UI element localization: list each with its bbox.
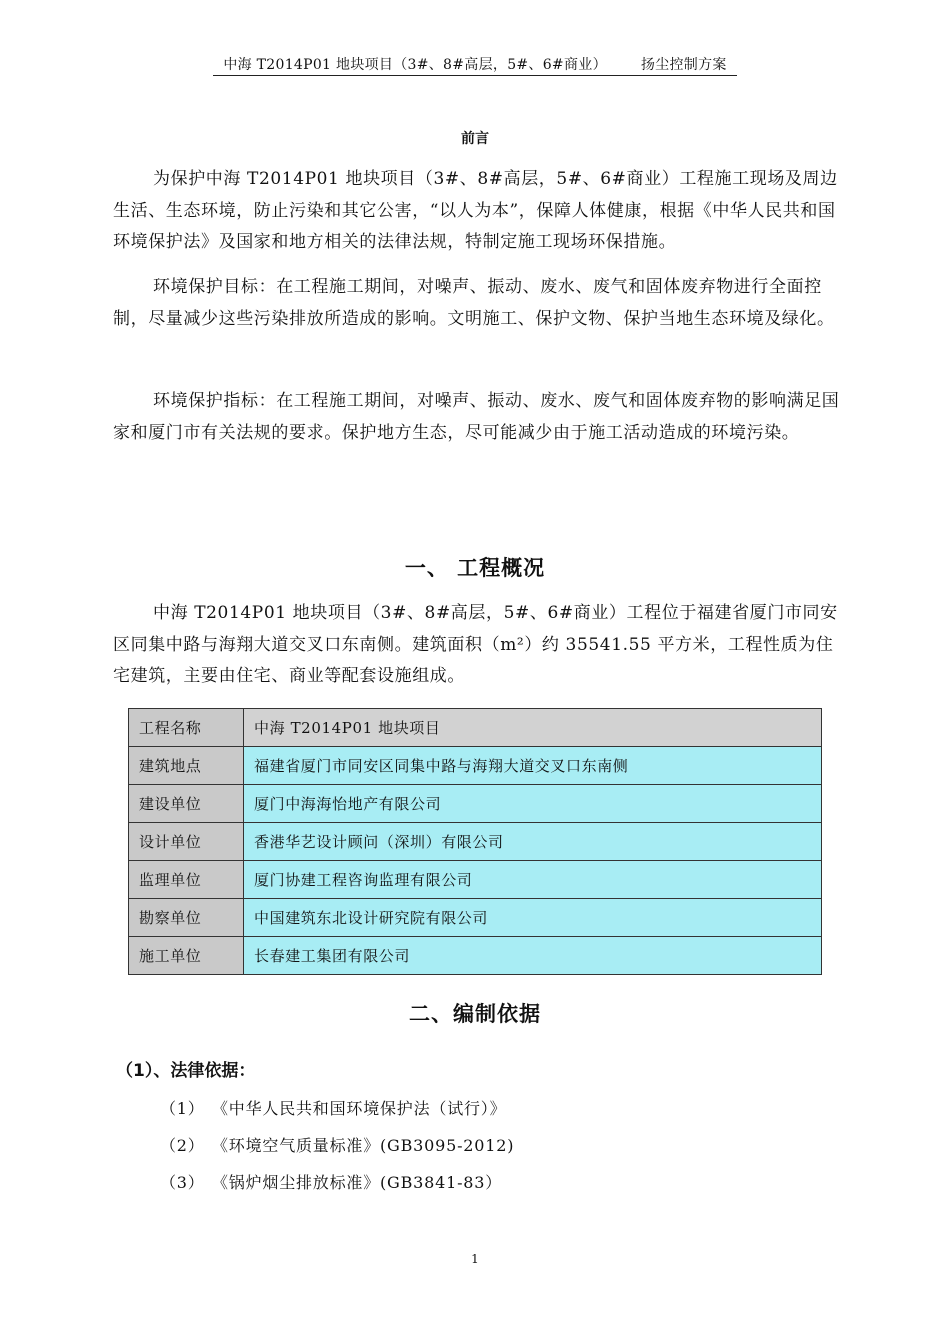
- table-value: 福建省厦门市同安区同集中路与海翔大道交叉口东南侧: [244, 747, 822, 785]
- section-1-heading: 一、 工程概况: [404, 556, 546, 580]
- law-item-text: 《中华人民共和国环境保护法（试行）》: [212, 1099, 507, 1118]
- header-doc-title: 扬尘控制方案: [640, 57, 727, 73]
- project-info-table: [128, 708, 822, 975]
- legal-basis-subheading: （1）、法律依据：: [116, 1061, 256, 1081]
- table-key: 施工单位: [129, 937, 244, 975]
- table-value: 厦门协建工程咨询监理有限公司: [244, 861, 822, 899]
- table-row: [129, 747, 822, 785]
- table-value: 香港华艺设计顾问（深圳）有限公司: [244, 823, 822, 861]
- preface-paragraph-3: 环境保护指标：在工程施工期间，对噪声、振动、废水、废气和固体废弃物的影响满足国家和厦门市有关法规的要求。保护地方生态，尽可能减少由于施工活动造成的环境污染。: [113, 391, 840, 443]
- table-key: 工程名称: [129, 709, 244, 747]
- table-row: [129, 785, 822, 823]
- preface-title: 前言: [461, 131, 489, 147]
- table-row: [129, 937, 822, 975]
- page-header: [0, 54, 950, 76]
- law-item-number: （3）: [160, 1173, 205, 1192]
- page-number: 1: [471, 1252, 479, 1266]
- table-value: 中国建筑东北设计研究院有限公司: [244, 899, 822, 937]
- law-item: [160, 1096, 506, 1119]
- preface-paragraph-1: 为保护中海 T2014P01 地块项目（3#、8#高层，5#、6#商业）工程施工现场及周边生活、生态环境，防止污染和其它公害，“以人为本”，保障人体健康，根据《中华人民共和国环境保护法》及国家和地方相关的法律法规，特制定施工现场环保措施。: [113, 169, 838, 252]
- law-item: [160, 1170, 502, 1193]
- table-row: [129, 861, 822, 899]
- table-key: 设计单位: [129, 823, 244, 861]
- project-overview-paragraph: 中海 T2014P01 地块项目（3#、8#高层，5#、6#商业）工程位于福建省厦门市同安区同集中路与海翔大道交叉口东南侧。建筑面积（m²）约 35541.55 平方米，工程性质为住宅建筑，主要由住宅、商业等配套设施组成。: [113, 603, 838, 686]
- table-value: 长春建工集团有限公司: [244, 937, 822, 975]
- table-key: 建设单位: [129, 785, 244, 823]
- section-2-heading: 二、编制依据: [409, 1002, 541, 1026]
- law-item-text: 《锅炉烟尘排放标准》(GB3841-83）: [212, 1173, 503, 1192]
- table-row: [129, 709, 822, 747]
- law-item-text: 《环境空气质量标准》(GB3095-2012): [212, 1136, 515, 1155]
- table-value: 中海 T2014P01 地块项目: [244, 709, 822, 747]
- table-key: 建筑地点: [129, 747, 244, 785]
- law-item-number: （1）: [160, 1099, 205, 1118]
- law-item-number: （2）: [160, 1136, 205, 1155]
- preface-paragraph-2: 环境保护目标：在工程施工期间，对噪声、振动、废水、废气和固体废弃物进行全面控制，尽量减少这些污染排放所造成的影响。文明施工、保护文物、保护当地生态环境及绿化。: [113, 277, 835, 329]
- table-row: [129, 823, 822, 861]
- table-value: 厦门中海海怡地产有限公司: [244, 785, 822, 823]
- header-project: 中海 T2014P01 地块项目（3#、8#高层，5#、6#商业）: [223, 57, 607, 73]
- table-key: 监理单位: [129, 861, 244, 899]
- law-item: [160, 1133, 514, 1156]
- table-row: [129, 899, 822, 937]
- table-key: 勘察单位: [129, 899, 244, 937]
- header-line: [213, 54, 736, 76]
